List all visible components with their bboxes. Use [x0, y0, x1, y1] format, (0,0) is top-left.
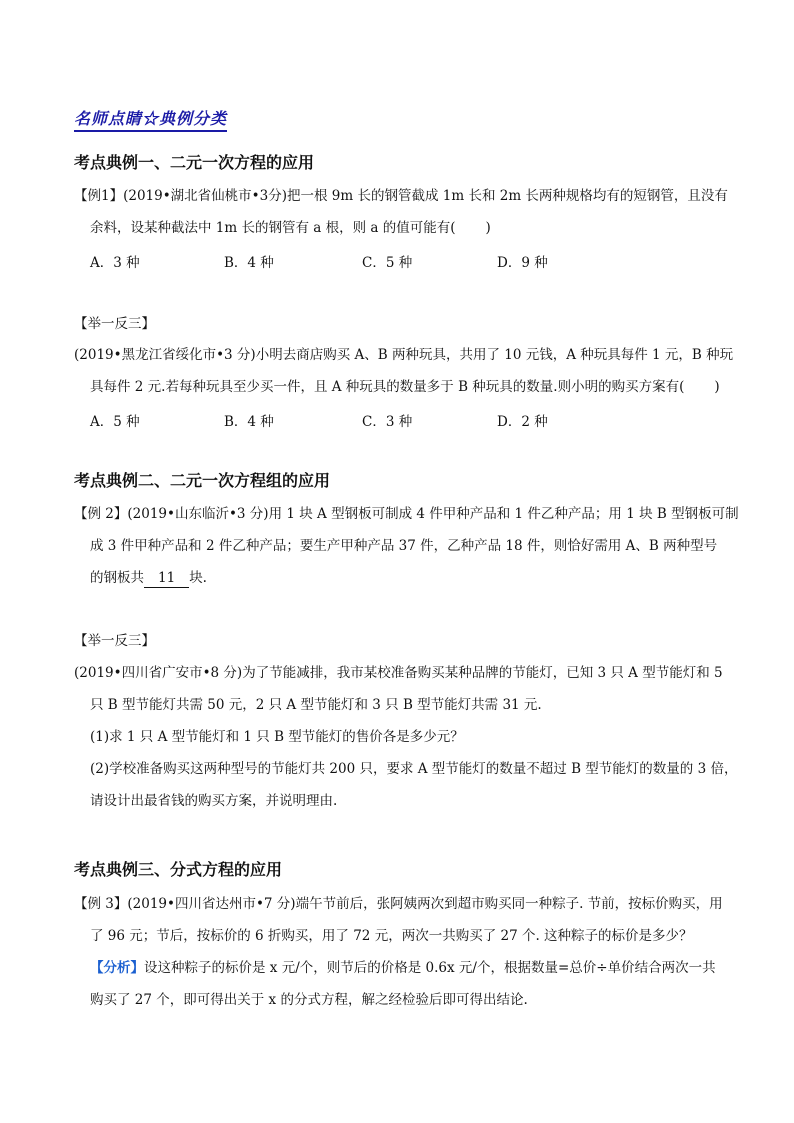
- section1-heading: 考点典例一、二元一次方程的应用: [74, 153, 315, 172]
- analysis-tag: 【分析】: [90, 960, 144, 976]
- example1-option-c: C．5 种: [362, 255, 413, 271]
- practice1-option-d: D．2 种: [497, 414, 548, 430]
- practice1-line1: (2019•黑龙江省绥化市•3 分)小明去商店购买 A、B 两种玩具，共用了 10 元钱，A 种玩具每件 1 元，B 种玩: [74, 347, 734, 363]
- example3-analysis-line2: 购买了 27 个，即可得出关于 x 的分式方程，解之经检验后即可得出结论.: [90, 992, 528, 1008]
- example2-line1: 【例 2】(2019•山东临沂•3 分)用 1 块 A 型钢板可制成 4 件甲种产品和 1 件乙种产品；用 1 块 B 型钢板可制: [74, 506, 739, 522]
- practice2-question2-line1: (2)学校准备购买这两种型号的节能灯共 200 只，要求 A 型节能灯的数量不超过 B 型节能灯的数量的 3 倍，: [90, 761, 738, 777]
- practice2-tag: 【举一反三】: [74, 633, 155, 649]
- example1-option-d: D．9 种: [497, 255, 548, 271]
- example1-line2-text: 余料，设某种截法中 1m 长的钢管有 a 根，则 a 的值可能有(: [90, 220, 456, 236]
- practice1-line2-close: ): [714, 379, 720, 395]
- example3-line2: 了 96 元；节后，按标价的 6 折购买，用了 72 元，两次一共购买了 27 个. 这种粽子的标价是多少？: [90, 928, 693, 944]
- practice1-option-b: B．4 种: [224, 414, 274, 430]
- analysis-text-line1: 设这种粽子的标价是 x 元/个，则节后的价格是 0.6x 元/个，根据数量=总价÷单价结合两次一共: [144, 960, 716, 976]
- practice2-line2: 只 B 型节能灯共需 50 元，2 只 A 型节能灯和 3 只 B 型节能灯共需 31 元.: [90, 697, 542, 713]
- example1-line2-close: ): [485, 220, 491, 236]
- example2-line2: 成 3 件甲种产品和 2 件乙种产品；要生产甲种产品 37 件，乙种产品 18 件，则恰好需用 A、B 两种型号: [90, 538, 718, 554]
- example1-line2: [90, 219, 491, 237]
- example2-line3-text: 的钢板共: [90, 570, 144, 586]
- practice1-option-a: A．5 种: [90, 414, 140, 430]
- practice2-line1: (2019•四川省广安市•8 分)为了节能减排，我市某校准备购买某种品牌的节能灯，已知 3 只 A 型节能灯和 5: [74, 665, 723, 681]
- section2-heading: 考点典例二、二元一次方程组的应用: [74, 471, 331, 490]
- section-banner: 名师点睛☆典例分类: [74, 106, 227, 132]
- example2-line3: [90, 569, 207, 588]
- example1-option-a: A．3 种: [90, 255, 140, 271]
- practice1-line2: [90, 378, 720, 396]
- example2-line3-end: 块.: [189, 570, 207, 586]
- example1-option-b: B．4 种: [224, 255, 274, 271]
- practice1-line2-text: 具每件 2 元.若每种玩具至少买一件，且 A 种玩具的数量多于 B 种玩具的数量.则小明的购买方案有(: [90, 379, 685, 395]
- example3-analysis-line1: [90, 959, 716, 977]
- example2-answer: 11: [144, 569, 189, 588]
- practice2-question1: (1)求 1 只 A 型节能灯和 1 只 B 型节能灯的售价各是多少元？: [90, 729, 464, 745]
- section3-heading: 考点典例三、分式方程的应用: [74, 860, 283, 879]
- practice1-option-c: C．3 种: [362, 414, 413, 430]
- practice2-question2-line2: 请设计出最省钱的购买方案，并说明理由.: [90, 793, 338, 809]
- practice1-tag: 【举一反三】: [74, 316, 155, 332]
- example1-line1: 【例1】(2019•湖北省仙桃市•3分)把一根 9m 长的钢管截成 1m 长和 2m 长两种规格均有的短钢管，且没有: [74, 188, 728, 204]
- example3-line1: 【例 3】(2019•四川省达州市•7 分)端午节前后，张阿姨两次到超市购买同一种粽子. 节前，按标价购买，用: [74, 896, 723, 912]
